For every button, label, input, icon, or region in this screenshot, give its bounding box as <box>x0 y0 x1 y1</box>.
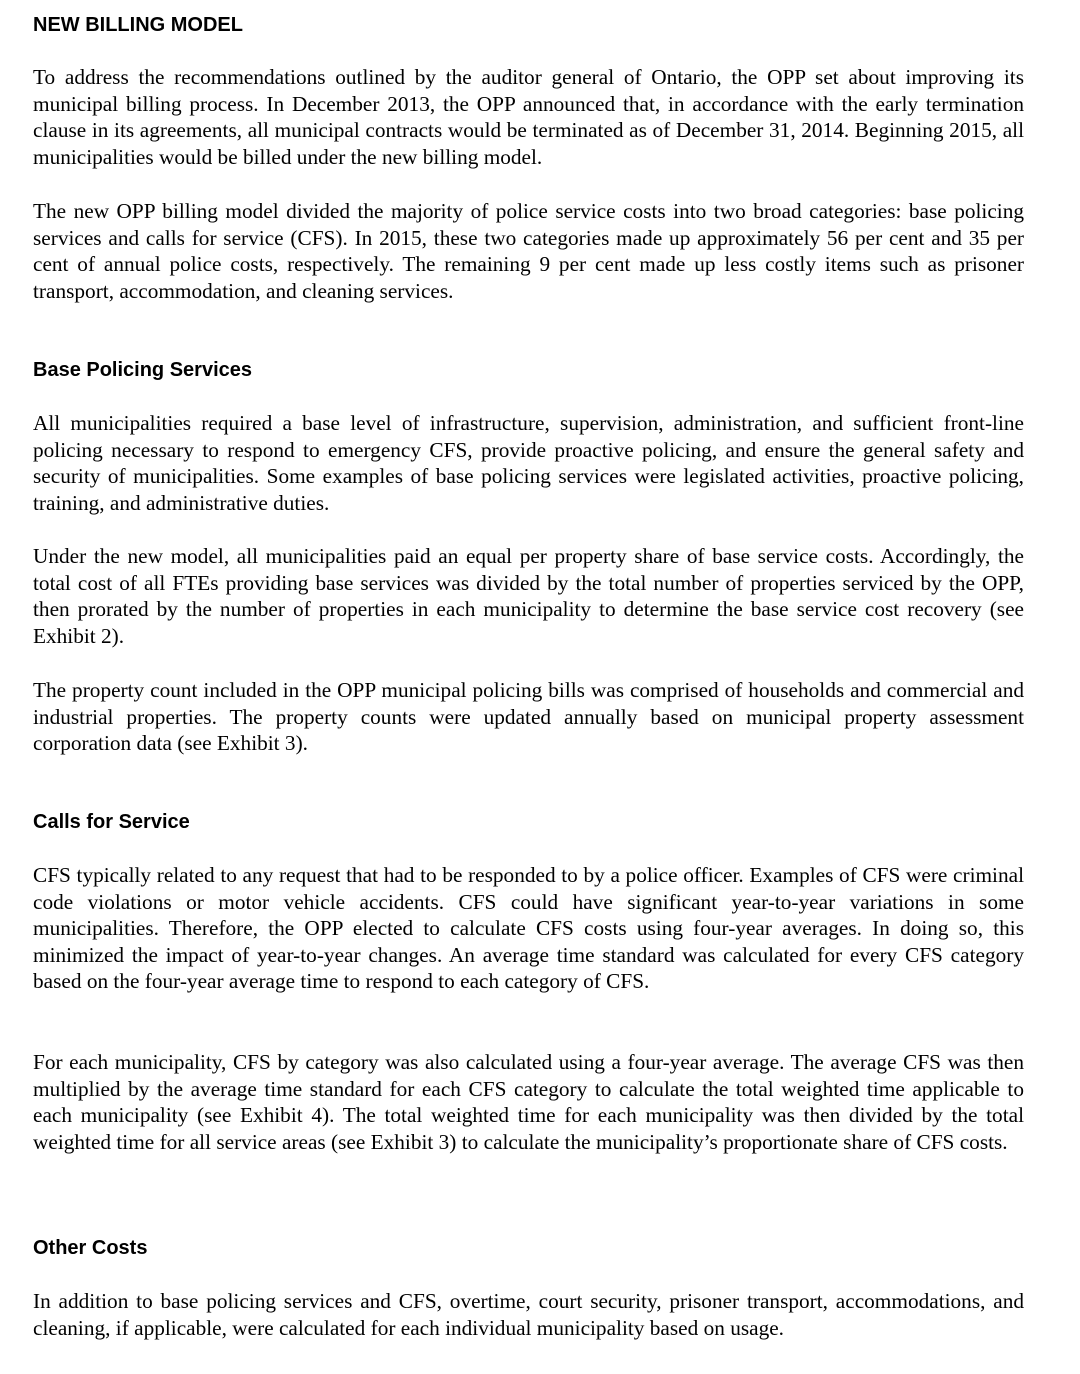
section-heading-calls-for-service: Calls for Service <box>33 811 190 833</box>
paragraph-cfs-2: For each municipality, CFS by category was also calculated using a four-year average. The average CFS was then multiplied by the average time standard for each CFS category to calculate the total weighted time applicable to each municipality (see Exhibit 4). The total weighted time for each municipality was then divided by the total weighted time for all service areas (see Exhibit 3) to calculate the municipality’s proportionate share of CFS costs. <box>33 1050 1024 1154</box>
paragraph-base-2: Under the new model, all municipalities paid an equal per property share of base service costs. Accordingly, the total cost of all FTEs providing base services was divided by the total number of properties serviced by the OPP, then prorated by the number of properties in each municipality to determine the base service cost recovery (see Exhibit 2). <box>33 544 1024 648</box>
paragraph-intro-1: To address the recommendations outlined by the auditor general of Ontario, the OPP set about improving its municipal billing process. In December 2013, the OPP announced that, in accordance with the early termination clause in its agreements, all municipal contracts would be terminated as of December 31, 2014. Beginning 2015, all municipalities would be billed under the new billing model. <box>33 65 1024 169</box>
paragraph-intro-2: The new OPP billing model divided the majority of police service costs into two broad categories: base policing services and calls for service (CFS). In 2015, these two categories made up approximately 56 per cent and 35 per cent of annual police costs, respectively. The remaining 9 per cent made up less costly items such as prisoner transport, accommodation, and cleaning services. <box>33 199 1024 303</box>
section-heading-other-costs: Other Costs <box>33 1237 148 1259</box>
section-heading-base-policing: Base Policing Services <box>33 359 253 381</box>
section-heading-new-billing-model: NEW BILLING MODEL <box>33 14 243 36</box>
paragraph-other-1: In addition to base policing services and CFS, overtime, court security, prisoner transport, accommodations, and cleaning, if applicable, were calculated for each individual municipality based on usage. <box>33 1289 1024 1340</box>
paragraph-base-3: The property count included in the OPP municipal policing bills was comprised of households and commercial and industrial properties. The property counts were updated annually based on municipal property assessment corporation data (see Exhibit 3). <box>33 678 1024 756</box>
paragraph-cfs-1: CFS typically related to any request that had to be responded to by a police officer. Examples of CFS were criminal code violations or motor vehicle accidents. CFS could have significant year-to-year variations in some municipalities. Therefore, the OPP elected to calculate CFS costs using four-year averages. In doing so, this minimized the impact of year-to-year changes. An average time standard was calculated for every CFS category based on the four-year average time to respond to each category of CFS. <box>33 863 1024 994</box>
paragraph-base-1: All municipalities required a base level of infrastructure, supervision, administration, and sufficient front-line policing necessary to respond to emergency CFS, provide proactive policing, and ensure the general safety and security of municipalities. Some examples of base policing services were legislated activities, proactive policing, training, and administrative duties. <box>33 411 1024 515</box>
